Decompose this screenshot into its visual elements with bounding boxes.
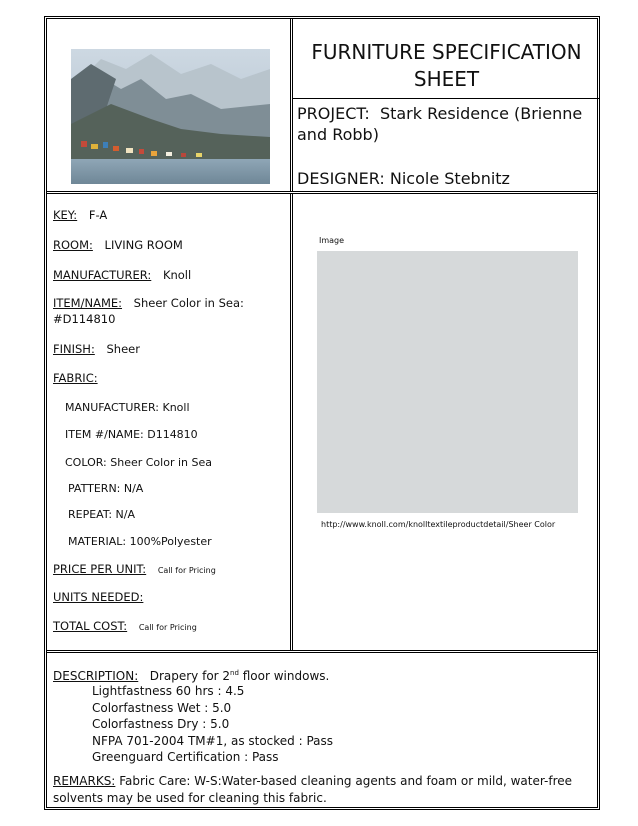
item-name-value: Sheer Color in Sea:: [133, 296, 244, 310]
description-row: [47, 653, 597, 808]
manufacturer-field: [53, 268, 191, 282]
description-list: [92, 683, 333, 766]
fabric-manufacturer: MANUFACTURER: Knoll: [65, 401, 190, 414]
colorfastness-dry-line: Colorfastness Dry : 5.0: [92, 717, 230, 731]
price-field: [53, 562, 216, 576]
product-url: http://www.knoll.com/knolltextileproductdetail/Sheer Color: [321, 520, 556, 529]
item-name-field: [53, 296, 244, 310]
finish-label: FINISH:: [53, 342, 95, 356]
description-intro-suffix: floor windows.: [238, 669, 330, 683]
header-divider: [290, 19, 293, 191]
remarks-label: REMARKS:: [53, 774, 116, 788]
total-value: Call for Pricing: [138, 623, 197, 632]
key-field: [53, 208, 107, 222]
item-number-value: #D114810: [53, 312, 116, 326]
description-intro-sup: nd: [230, 669, 239, 677]
project-value: Stark Residence (Brienne and Robb): [297, 104, 583, 144]
colorfastness-wet-line: Colorfastness Wet : 5.0: [92, 700, 232, 715]
title-divider: [293, 98, 600, 99]
header-row: [47, 19, 597, 194]
units-field: [53, 590, 143, 604]
details-row: [47, 194, 597, 653]
remarks: [53, 773, 593, 807]
fabric-color: COLOR: Sheer Color in Sea: [65, 456, 212, 469]
project-line: [297, 103, 597, 145]
room-label: ROOM:: [53, 238, 93, 252]
fabric-swatch-image: [317, 251, 578, 513]
remarks-text: Fabric Care: W-S:Water-based cleaning agents and foam or mild, water-free solvents may be used for cleaning this fabric.: [53, 774, 573, 805]
price-value: Call for Pricing: [157, 566, 216, 575]
project-label: PROJECT:: [297, 104, 370, 123]
specification-sheet: [44, 16, 600, 810]
total-label: TOTAL COST:: [53, 619, 128, 633]
total-field: [53, 619, 197, 633]
manufacturer-label: MANUFACTURER:: [53, 268, 152, 282]
room-value: LIVING ROOM: [104, 238, 183, 252]
fabric-material: MATERIAL: 100%Polyester: [68, 535, 212, 548]
fabric-item-number: ITEM #/NAME: D114810: [65, 428, 198, 441]
description-intro-prefix: Drapery for 2: [149, 669, 231, 683]
image-label: Image: [319, 236, 345, 245]
item-name-label: ITEM/NAME:: [53, 296, 123, 310]
project-photo: [71, 49, 270, 184]
description-label: DESCRIPTION:: [53, 669, 139, 683]
room-field: [53, 238, 183, 252]
details-divider: [290, 194, 293, 650]
key-value: F-A: [88, 208, 108, 222]
fabric-pattern: PATTERN: N/A: [68, 482, 144, 495]
sheet-title: FURNITURE SPECIFICATION SHEET: [311, 40, 582, 91]
units-label: UNITS NEEDED:: [53, 590, 144, 604]
manufacturer-value: Knoll: [162, 268, 192, 282]
description-intro: [53, 665, 329, 685]
finish-value: Sheer: [106, 342, 140, 356]
designer-value: Nicole Stebnitz: [389, 169, 510, 188]
lightfastness-line: Lightfastness 60 hrs : 4.5: [92, 684, 245, 698]
price-label: PRICE PER UNIT:: [53, 562, 147, 576]
greenguard-line: Greenguard Certification : Pass: [92, 750, 279, 764]
finish-field: [53, 342, 140, 356]
fabric-repeat: REPEAT: N/A: [68, 508, 136, 521]
designer-line: [297, 169, 510, 188]
nfpa-line: NFPA 701-2004 TM#1, as stocked : Pass: [92, 733, 334, 748]
fabric-field: [53, 371, 98, 385]
designer-label: DESIGNER:: [297, 169, 385, 188]
key-label: KEY:: [53, 208, 78, 222]
fabric-label: FABRIC:: [53, 371, 98, 385]
